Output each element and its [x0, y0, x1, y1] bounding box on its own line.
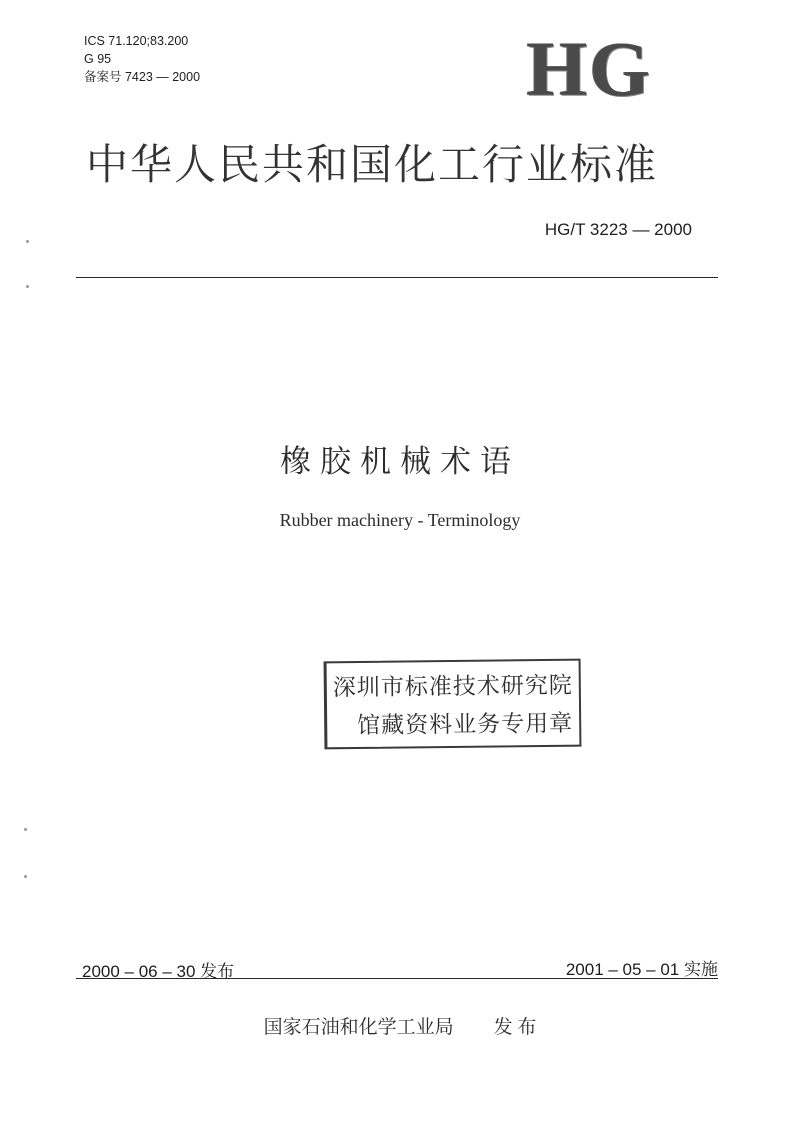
scan-speck	[26, 240, 29, 243]
hg-logo: HG	[526, 25, 652, 112]
top-divider	[76, 277, 718, 278]
scan-speck	[24, 828, 27, 831]
issuer-name: 国家石油和化学工业局	[263, 1017, 454, 1038]
classification-code: G 95	[84, 52, 112, 66]
scan-speck	[24, 875, 27, 878]
bottom-divider	[76, 978, 718, 979]
ics-code: ICS 71.120;83.200	[84, 34, 189, 48]
scan-speck	[26, 285, 29, 288]
issue-date: 2000 – 06 – 30 发布	[82, 962, 235, 981]
implementation-date: 2001 – 05 – 01 实施	[565, 960, 718, 979]
standard-number: HG/T 3223 — 2000	[544, 220, 692, 239]
document-metadata	[84, 32, 200, 86]
standard-title: 中华人民共和国化工行业标准	[86, 143, 659, 189]
issuer-action: 发 布	[493, 1017, 537, 1038]
document-title-english: Rubber machinery - Terminology	[279, 510, 521, 530]
stamp-line-1: 深圳市标准技术研究院	[332, 672, 573, 701]
issuer-line	[0, 1012, 800, 1039]
record-number: 备案号 7423 — 2000	[84, 70, 201, 84]
document-title-chinese: 橡胶机械术语	[280, 444, 520, 479]
stamp-line-2: 馆藏资料业务专用章	[357, 710, 574, 738]
library-stamp	[324, 659, 582, 750]
